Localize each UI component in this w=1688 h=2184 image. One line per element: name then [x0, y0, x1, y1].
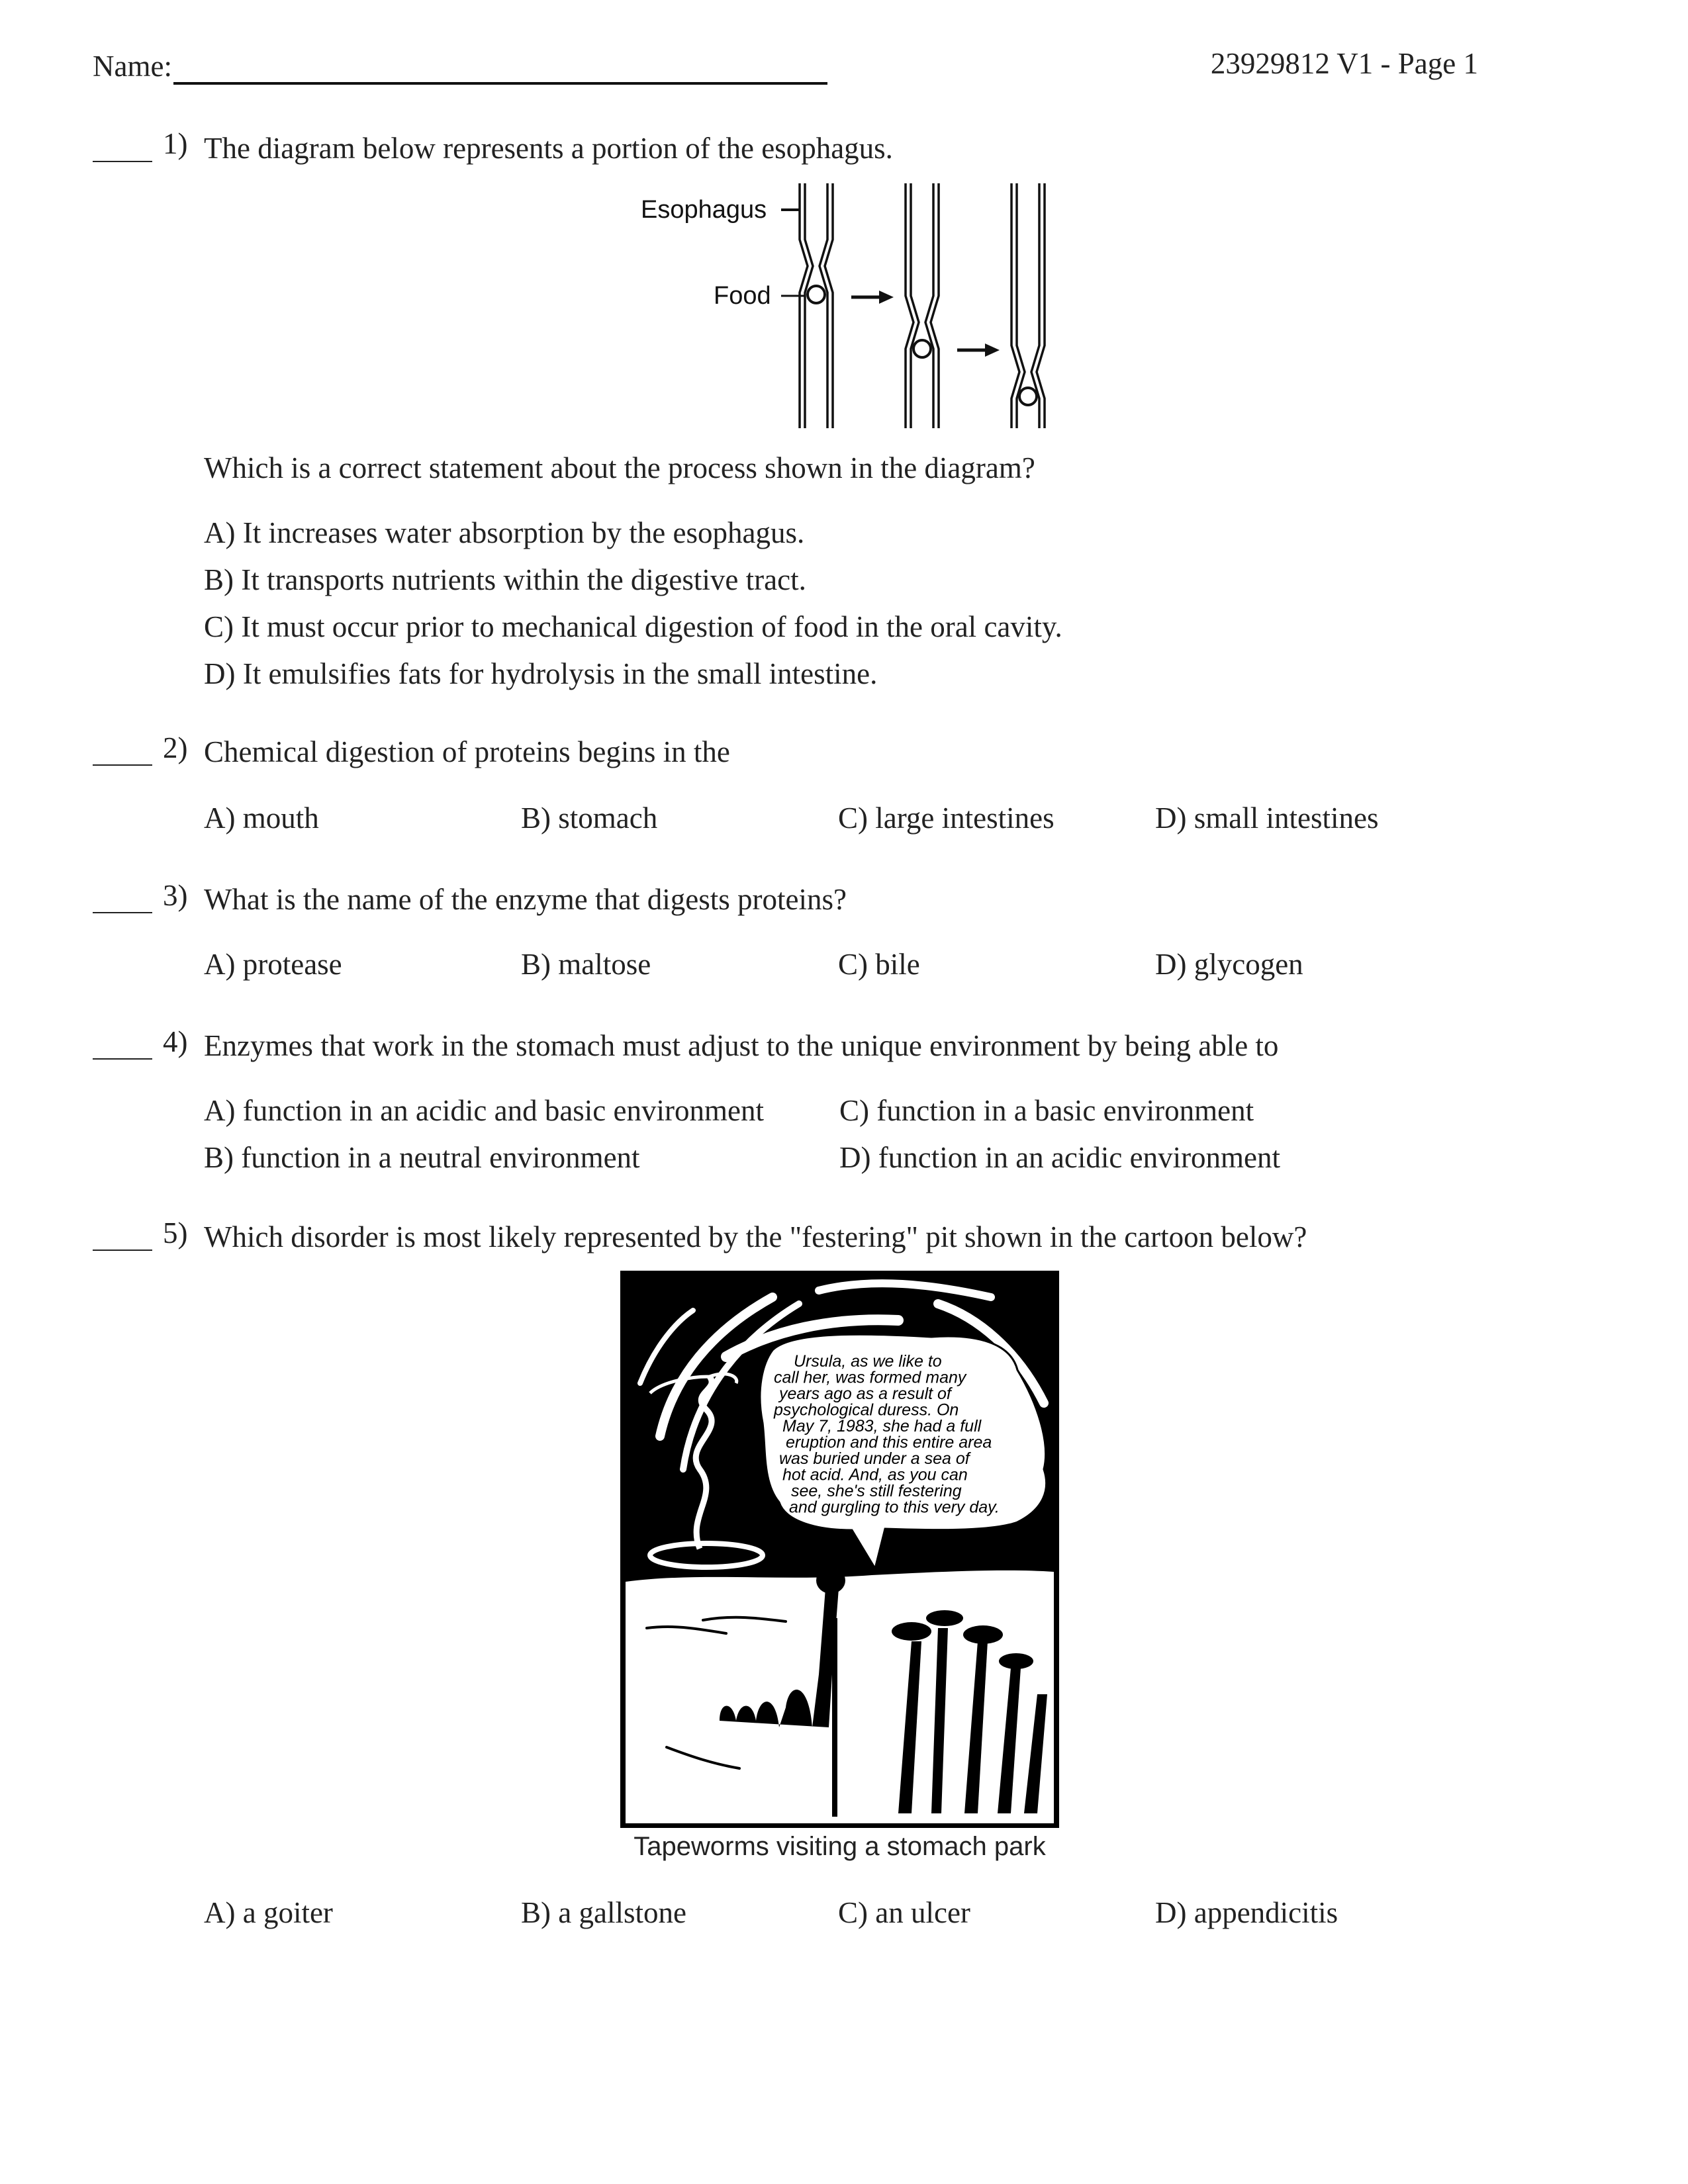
option-b[interactable]: B) a gallstone	[521, 1896, 686, 1929]
esophagus-wall	[805, 183, 813, 428]
name-label: Name:	[93, 50, 172, 83]
option-d[interactable]: D) function in an acidic environment	[839, 1141, 1281, 1174]
cartoon-caption: Tapeworms visiting a stomach park	[633, 1832, 1046, 1861]
option-a[interactable]: A) mouth	[204, 801, 319, 835]
option-b[interactable]: B) function in a neutral environment	[204, 1141, 640, 1174]
food-bolus	[1019, 388, 1037, 405]
option-a[interactable]: A) a goiter	[204, 1896, 333, 1929]
option-a[interactable]: A) protease	[204, 948, 342, 981]
question-text: Which disorder is most likely represented by the "festering" pit shown in the cartoon below?	[204, 1220, 1307, 1253]
speech-bubble-line: May 7, 1983, she had a full	[782, 1417, 982, 1435]
esophagus-wall	[820, 183, 827, 428]
speech-bubble-line: call her, was formed many	[774, 1368, 966, 1387]
option-c[interactable]: C) an ulcer	[838, 1896, 970, 1929]
speech-bubble-line: was buried under a sea of	[779, 1449, 970, 1468]
speech-bubble-line: psychological duress. On	[774, 1400, 959, 1420]
question-text: The diagram below represents a portion of the esophagus.	[204, 132, 893, 165]
question-text: What is the name of the enzyme that digests proteins?	[204, 883, 847, 916]
option-d[interactable]: D) small intestines	[1155, 801, 1379, 835]
option-d[interactable]: D) appendicitis	[1155, 1896, 1338, 1929]
question-prompt: Which is a correct statement about the process shown in the diagram?	[204, 451, 1035, 484]
question-number: 5)	[163, 1216, 188, 1250]
food-bolus	[808, 286, 825, 303]
option-d[interactable]: D) glycogen	[1155, 948, 1303, 981]
page-identifier: 23929812 V1 - Page 1	[1210, 47, 1478, 80]
question-text: Chemical digestion of proteins begins in the	[204, 735, 730, 768]
option-c[interactable]: C) It must occur prior to mechanical digestion of food in the oral cavity.	[204, 610, 1062, 643]
option-b[interactable]: B) stomach	[521, 801, 658, 835]
name-field[interactable]	[173, 82, 827, 85]
arrow-icon	[851, 291, 894, 304]
option-c[interactable]: C) function in a basic environment	[839, 1094, 1254, 1127]
tapeworm-cartoon	[620, 1271, 1059, 1828]
esophagus-wall	[925, 183, 933, 428]
food-label: Food	[714, 282, 771, 310]
speech-bubble-line: Ursula, as we like to	[794, 1352, 942, 1371]
speech-bubble-line: hot acid. And, as you can	[782, 1465, 968, 1484]
option-d[interactable]: D) It emulsifies fats for hydrolysis in the small intestine.	[204, 657, 878, 690]
question-text: Enzymes that work in the stomach must adjust to the unique environment by being able to	[204, 1029, 1279, 1062]
question-number: 1)	[163, 127, 188, 160]
esophagus-wall	[825, 183, 833, 428]
answer-blank-4[interactable]	[93, 1058, 152, 1060]
esophagus-label: Esophagus	[641, 196, 767, 224]
answer-blank-3[interactable]	[93, 912, 152, 913]
option-c[interactable]: C) large intestines	[838, 801, 1055, 835]
speech-bubble-line: years ago as a result of	[779, 1385, 951, 1403]
question-number: 4)	[163, 1025, 188, 1058]
option-b[interactable]: B) It transports nutrients within the digestive tract.	[204, 563, 806, 596]
arrow-icon	[957, 343, 1000, 357]
speech-bubble-line: see, she's still festering	[791, 1482, 962, 1500]
speech-bubble-line: and gurgling to this very day.	[789, 1498, 1000, 1517]
option-a[interactable]: A) It increases water absorption by the esophagus.	[204, 516, 805, 549]
answer-blank-5[interactable]	[93, 1250, 152, 1251]
answer-blank-2[interactable]	[93, 764, 152, 766]
option-b[interactable]: B) maltose	[521, 948, 651, 981]
esophagus-peristalsis-diagram	[641, 183, 1048, 428]
option-c[interactable]: C) bile	[838, 948, 920, 981]
speech-bubble-line: eruption and this entire area	[786, 1433, 992, 1452]
esophagus-wall	[906, 183, 914, 428]
question-number: 2)	[163, 731, 188, 764]
esophagus-wall	[911, 183, 919, 428]
answer-blank-1[interactable]	[93, 161, 152, 162]
question-number: 3)	[163, 879, 188, 912]
option-a[interactable]: A) function in an acidic and basic environment	[204, 1094, 764, 1127]
food-bolus	[914, 340, 931, 357]
esophagus-wall	[931, 183, 939, 428]
esophagus-wall	[800, 183, 808, 428]
